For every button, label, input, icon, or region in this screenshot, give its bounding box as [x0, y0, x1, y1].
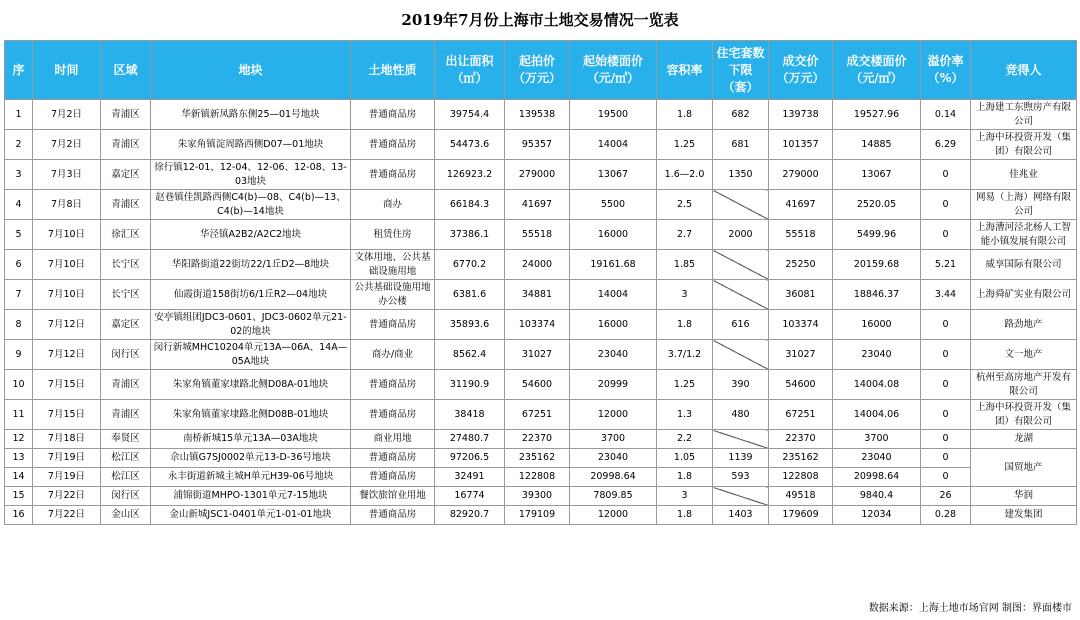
cell-usage: 普通商品房 — [351, 100, 435, 130]
cell-area: 126923.2 — [435, 160, 505, 190]
cell-housing — [713, 280, 769, 310]
cell-plot: 仙霞街道158街坊6/1丘R2—04地块 — [151, 280, 351, 310]
cell-deal-floor: 5499.96 — [833, 220, 921, 250]
cell-date: 7月2日 — [33, 100, 101, 130]
cell-seq: 12 — [5, 430, 33, 449]
cell-date: 7月22日 — [33, 506, 101, 525]
cell-area: 32491 — [435, 468, 505, 487]
header-start-floor-price — [570, 41, 657, 100]
cell-area: 35893.6 — [435, 310, 505, 340]
cell-premium: 0.28 — [921, 506, 971, 525]
cell-buyer: 上海中环投资开发（集团）有限公司 — [971, 130, 1077, 160]
cell-far: 1.05 — [657, 449, 713, 468]
cell-district: 嘉定区 — [101, 310, 151, 340]
cell-deal-floor: 9840.4 — [833, 487, 921, 506]
cell-date: 7月18日 — [33, 430, 101, 449]
cell-premium: 26 — [921, 487, 971, 506]
cell-housing — [713, 487, 769, 506]
table-row — [5, 190, 1077, 220]
cell-area: 6381.6 — [435, 280, 505, 310]
cell-deal-floor: 3700 — [833, 430, 921, 449]
cell-date: 7月3日 — [33, 160, 101, 190]
cell-start-price: 34881 — [505, 280, 570, 310]
cell-start-floor: 23040 — [570, 449, 657, 468]
table-row — [5, 160, 1077, 190]
cell-far: 3 — [657, 487, 713, 506]
cell-premium: 0 — [921, 400, 971, 430]
cell-deal-floor: 18846.37 — [833, 280, 921, 310]
table-row — [5, 220, 1077, 250]
cell-far: 2.5 — [657, 190, 713, 220]
header-housing-line1: 住宅套数 — [716, 45, 765, 60]
cell-start-floor: 5500 — [570, 190, 657, 220]
cell-buyer: 上海中环投资开发（集团）有限公司 — [971, 400, 1077, 430]
cell-buyer: 文一地产 — [971, 340, 1077, 370]
header-start-price-line2: （万元） — [512, 71, 561, 85]
cell-premium: 0 — [921, 190, 971, 220]
cell-plot: 朱家角镇董家埭路北侧D08B-01地块 — [151, 400, 351, 430]
table-body — [5, 100, 1077, 525]
header-deal-price-line1: 成交价 — [782, 54, 819, 68]
cell-deal-floor: 20998.64 — [833, 468, 921, 487]
cell-premium: 0 — [921, 430, 971, 449]
header-area — [435, 41, 505, 100]
cell-housing: 682 — [713, 100, 769, 130]
table-row — [5, 506, 1077, 525]
cell-deal-floor: 23040 — [833, 449, 921, 468]
cell-start-price: 24000 — [505, 250, 570, 280]
cell-buyer: 华润 — [971, 487, 1077, 506]
data-source-note: 数据来源：上海土地市场官网 制图：界面楼市 — [868, 603, 1072, 614]
cell-date: 7月15日 — [33, 370, 101, 400]
cell-plot: 华新镇新凤路东侧25—01号地块 — [151, 100, 351, 130]
cell-plot: 佘山镇G7SJ0002单元13-D-36号地块 — [151, 449, 351, 468]
table-row — [5, 250, 1077, 280]
cell-area: 38418 — [435, 400, 505, 430]
cell-plot: 朱家角镇董家埭路北侧D08A-01地块 — [151, 370, 351, 400]
cell-housing: 1403 — [713, 506, 769, 525]
cell-area: 37386.1 — [435, 220, 505, 250]
table-title: 2019年7月份上海市土地交易情况一览表 — [401, 11, 679, 29]
table-row — [5, 370, 1077, 400]
cell-date: 7月10日 — [33, 250, 101, 280]
cell-premium: 3.44 — [921, 280, 971, 310]
cell-usage: 商业用地 — [351, 430, 435, 449]
cell-far: 2.2 — [657, 430, 713, 449]
table-row — [5, 310, 1077, 340]
cell-buyer: 网易（上海）网络有限公司 — [971, 190, 1077, 220]
cell-seq: 7 — [5, 280, 33, 310]
cell-far: 3.7/1.2 — [657, 340, 713, 370]
cell-premium: 0 — [921, 370, 971, 400]
cell-deal-price: 25250 — [769, 250, 833, 280]
cell-housing: 616 — [713, 310, 769, 340]
cell-premium: 0 — [921, 310, 971, 340]
cell-usage: 普通商品房 — [351, 468, 435, 487]
cell-area: 39754.4 — [435, 100, 505, 130]
cell-deal-price: 279000 — [769, 160, 833, 190]
cell-deal-price: 54600 — [769, 370, 833, 400]
cell-usage: 租赁住房 — [351, 220, 435, 250]
cell-seq: 1 — [5, 100, 33, 130]
cell-seq: 14 — [5, 468, 33, 487]
table-row — [5, 400, 1077, 430]
cell-district: 松江区 — [101, 449, 151, 468]
cell-start-floor: 19161.68 — [570, 250, 657, 280]
cell-plot: 金山新城JSC1-0401单元1-01-01地块 — [151, 506, 351, 525]
cell-deal-floor: 14004.06 — [833, 400, 921, 430]
cell-far: 1.8 — [657, 468, 713, 487]
cell-deal-floor: 14004.08 — [833, 370, 921, 400]
cell-deal-floor: 14885 — [833, 130, 921, 160]
cell-usage: 普通商品房 — [351, 449, 435, 468]
cell-date: 7月19日 — [33, 468, 101, 487]
cell-far: 3 — [657, 280, 713, 310]
cell-premium: 0 — [921, 468, 971, 487]
cell-district: 闵行区 — [101, 487, 151, 506]
cell-district: 奉贤区 — [101, 430, 151, 449]
cell-buyer: 上海舜矿实业有限公司 — [971, 280, 1077, 310]
cell-deal-price: 55518 — [769, 220, 833, 250]
cell-plot: 南桥新城15单元13A—03A地块 — [151, 430, 351, 449]
cell-plot: 安亭镇组团JDC3-0601、JDC3-0602单元21-02的地块 — [151, 310, 351, 340]
cell-far: 2.7 — [657, 220, 713, 250]
cell-deal-floor: 2520.05 — [833, 190, 921, 220]
header-start-floor-line1: 起始楼面价 — [582, 54, 643, 68]
cell-deal-floor: 23040 — [833, 340, 921, 370]
cell-far: 1.25 — [657, 130, 713, 160]
table-row — [5, 280, 1077, 310]
land-transaction-table — [4, 40, 1077, 525]
cell-area: 8562.4 — [435, 340, 505, 370]
cell-deal-price: 122808 — [769, 468, 833, 487]
cell-buyer: 上海漕河泾北杨人工智能小镇发展有限公司 — [971, 220, 1077, 250]
cell-premium: 0 — [921, 449, 971, 468]
cell-premium: 0 — [921, 220, 971, 250]
cell-housing — [713, 250, 769, 280]
cell-date: 7月2日 — [33, 130, 101, 160]
cell-seq: 13 — [5, 449, 33, 468]
cell-deal-floor: 19527.96 — [833, 100, 921, 130]
cell-seq: 11 — [5, 400, 33, 430]
cell-deal-price: 179609 — [769, 506, 833, 525]
cell-usage: 普通商品房 — [351, 400, 435, 430]
cell-start-price: 235162 — [505, 449, 570, 468]
cell-date: 7月8日 — [33, 190, 101, 220]
cell-housing: 593 — [713, 468, 769, 487]
cell-start-price: 54600 — [505, 370, 570, 400]
header-deal-floor-line1: 成交楼面价 — [846, 54, 907, 68]
cell-seq: 3 — [5, 160, 33, 190]
cell-start-price: 31027 — [505, 340, 570, 370]
header-housing-line2: 下限 — [728, 62, 753, 77]
cell-deal-floor: 13067 — [833, 160, 921, 190]
cell-far: 1.6—2.0 — [657, 160, 713, 190]
cell-area: 82920.7 — [435, 506, 505, 525]
cell-housing: 1139 — [713, 449, 769, 468]
cell-seq: 5 — [5, 220, 33, 250]
cell-seq: 15 — [5, 487, 33, 506]
cell-deal-floor: 20159.68 — [833, 250, 921, 280]
cell-date: 7月12日 — [33, 340, 101, 370]
cell-seq: 2 — [5, 130, 33, 160]
cell-district: 嘉定区 — [101, 160, 151, 190]
cell-premium: 5.21 — [921, 250, 971, 280]
cell-seq: 4 — [5, 190, 33, 220]
cell-housing: 2000 — [713, 220, 769, 250]
cell-usage: 普通商品房 — [351, 370, 435, 400]
cell-start-price: 122808 — [505, 468, 570, 487]
header-housing — [713, 41, 769, 100]
header-premium-line2: （%） — [927, 71, 964, 85]
cell-area: 31190.9 — [435, 370, 505, 400]
cell-start-floor: 13067 — [570, 160, 657, 190]
cell-district: 金山区 — [101, 506, 151, 525]
header-start-price — [505, 41, 570, 100]
cell-deal-price: 22370 — [769, 430, 833, 449]
header-premium-line1: 溢价率 — [927, 54, 964, 68]
cell-start-floor: 3700 — [570, 430, 657, 449]
header-deal-price — [769, 41, 833, 100]
cell-seq: 6 — [5, 250, 33, 280]
cell-start-price: 95357 — [505, 130, 570, 160]
cell-plot: 华泾镇A2B2/A2C2地块 — [151, 220, 351, 250]
cell-plot: 浦锦街道MHPO-1301单元7-15地块 — [151, 487, 351, 506]
cell-start-floor: 14004 — [570, 280, 657, 310]
table-row — [5, 468, 1077, 487]
cell-area: 97206.5 — [435, 449, 505, 468]
cell-buyer: 上海建工东煦房产有限公司 — [971, 100, 1077, 130]
cell-buyer: 杭州至高房地产开发有限公司 — [971, 370, 1077, 400]
header-deal-floor-price — [833, 41, 921, 100]
cell-district: 闵行区 — [101, 340, 151, 370]
cell-deal-price: 139738 — [769, 100, 833, 130]
cell-deal-price: 49518 — [769, 487, 833, 506]
cell-housing — [713, 430, 769, 449]
cell-deal-price: 41697 — [769, 190, 833, 220]
cell-district: 长宁区 — [101, 280, 151, 310]
cell-buyer: 龙湖 — [971, 430, 1077, 449]
cell-housing: 681 — [713, 130, 769, 160]
cell-usage: 普通商品房 — [351, 130, 435, 160]
cell-usage: 公共基础设施用地办公楼 — [351, 280, 435, 310]
cell-district: 长宁区 — [101, 250, 151, 280]
cell-seq: 16 — [5, 506, 33, 525]
header-plot: 地块 — [151, 41, 351, 100]
cell-premium: 6.29 — [921, 130, 971, 160]
cell-district: 青浦区 — [101, 400, 151, 430]
cell-usage: 餐饮旅馆业用地 — [351, 487, 435, 506]
cell-plot: 朱家角镇淀周路西侧D07—01地块 — [151, 130, 351, 160]
cell-area: 27480.7 — [435, 430, 505, 449]
cell-far: 1.8 — [657, 100, 713, 130]
cell-start-floor: 7809.85 — [570, 487, 657, 506]
header-deal-floor-line2: （元/㎡） — [850, 71, 903, 85]
table-row — [5, 430, 1077, 449]
cell-start-price: 179109 — [505, 506, 570, 525]
cell-district: 青浦区 — [101, 130, 151, 160]
table-row — [5, 100, 1077, 130]
cell-usage: 普通商品房 — [351, 506, 435, 525]
cell-plot: 华阳路街道22街坊22/1丘D2—8地块 — [151, 250, 351, 280]
cell-deal-price: 101357 — [769, 130, 833, 160]
cell-usage: 普通商品房 — [351, 310, 435, 340]
cell-housing: 390 — [713, 370, 769, 400]
cell-buyer: 佳兆业 — [971, 160, 1077, 190]
cell-far: 1.25 — [657, 370, 713, 400]
cell-start-floor: 19500 — [570, 100, 657, 130]
cell-buyer: 路劲地产 — [971, 310, 1077, 340]
cell-district: 青浦区 — [101, 190, 151, 220]
cell-date: 7月10日 — [33, 280, 101, 310]
cell-premium: 0 — [921, 160, 971, 190]
cell-district: 徐汇区 — [101, 220, 151, 250]
cell-buyer: 建发集团 — [971, 506, 1077, 525]
cell-deal-price: 31027 — [769, 340, 833, 370]
header-area-line2: （㎡） — [451, 71, 488, 85]
cell-plot: 永丰街道新城主城H单元H39-06号地块 — [151, 468, 351, 487]
cell-start-floor: 23040 — [570, 340, 657, 370]
cell-housing: 480 — [713, 400, 769, 430]
cell-start-price: 41697 — [505, 190, 570, 220]
header-seq: 序 — [5, 41, 33, 100]
cell-far: 1.85 — [657, 250, 713, 280]
cell-district: 青浦区 — [101, 370, 151, 400]
table-row — [5, 130, 1077, 160]
cell-start-price: 55518 — [505, 220, 570, 250]
cell-deal-price: 103374 — [769, 310, 833, 340]
cell-start-floor: 20998.64 — [570, 468, 657, 487]
cell-premium: 0.14 — [921, 100, 971, 130]
cell-far: 1.8 — [657, 506, 713, 525]
header-start-floor-line2: （元/㎡） — [586, 71, 640, 85]
cell-seq: 10 — [5, 370, 33, 400]
header-deal-price-line2: （万元） — [776, 71, 825, 85]
cell-start-price: 67251 — [505, 400, 570, 430]
cell-area: 16774 — [435, 487, 505, 506]
cell-district: 青浦区 — [101, 100, 151, 130]
header-area-line1: 出让面积 — [445, 54, 494, 68]
cell-start-floor: 20999 — [570, 370, 657, 400]
cell-seq: 8 — [5, 310, 33, 340]
header-far: 容积率 — [657, 41, 713, 100]
header-row — [5, 41, 1077, 100]
cell-start-floor: 12000 — [570, 400, 657, 430]
cell-buyer: 威享国际有限公司 — [971, 250, 1077, 280]
cell-buyer: 国贸地产 — [971, 449, 1077, 487]
cell-premium: 0 — [921, 340, 971, 370]
cell-seq: 9 — [5, 340, 33, 370]
cell-plot: 闵行新城MHC10204单元13A—06A、14A—05A地块 — [151, 340, 351, 370]
cell-area: 66184.3 — [435, 190, 505, 220]
header-housing-line3: （套） — [722, 79, 759, 94]
cell-deal-price: 67251 — [769, 400, 833, 430]
cell-housing — [713, 340, 769, 370]
cell-area: 6770.2 — [435, 250, 505, 280]
cell-far: 1.3 — [657, 400, 713, 430]
cell-date: 7月12日 — [33, 310, 101, 340]
table-row — [5, 340, 1077, 370]
cell-deal-floor: 16000 — [833, 310, 921, 340]
cell-start-price: 139538 — [505, 100, 570, 130]
cell-deal-price: 235162 — [769, 449, 833, 468]
cell-start-price: 22370 — [505, 430, 570, 449]
cell-usage: 商办/商业 — [351, 340, 435, 370]
header-start-price-line1: 起拍价 — [518, 54, 555, 68]
cell-district: 松江区 — [101, 468, 151, 487]
cell-usage: 普通商品房 — [351, 160, 435, 190]
cell-usage: 文体用地、公共基础设施用地 — [351, 250, 435, 280]
cell-date: 7月10日 — [33, 220, 101, 250]
cell-plot: 赵巷镇佳凯路西侧C4(b)—08、C4(b)—13、C4(b)—14地块 — [151, 190, 351, 220]
cell-housing: 1350 — [713, 160, 769, 190]
header-premium — [921, 41, 971, 100]
cell-housing — [713, 190, 769, 220]
header-buyer: 竞得人 — [971, 41, 1077, 100]
cell-start-floor: 14004 — [570, 130, 657, 160]
header-date: 时间 — [33, 41, 101, 100]
cell-start-floor: 12000 — [570, 506, 657, 525]
cell-date: 7月15日 — [33, 400, 101, 430]
header-usage: 土地性质 — [351, 41, 435, 100]
table-row — [5, 487, 1077, 506]
cell-start-floor: 16000 — [570, 220, 657, 250]
cell-deal-price: 36081 — [769, 280, 833, 310]
cell-date: 7月19日 — [33, 449, 101, 468]
table-row — [5, 449, 1077, 468]
cell-start-price: 103374 — [505, 310, 570, 340]
cell-start-floor: 16000 — [570, 310, 657, 340]
cell-deal-floor: 12034 — [833, 506, 921, 525]
cell-usage: 商办 — [351, 190, 435, 220]
cell-start-price: 279000 — [505, 160, 570, 190]
cell-area: 54473.6 — [435, 130, 505, 160]
cell-plot: 徐行镇12-01、12-04、12-06、12-08、13-03地块 — [151, 160, 351, 190]
cell-far: 1.8 — [657, 310, 713, 340]
cell-start-price: 39300 — [505, 487, 570, 506]
header-district: 区域 — [101, 41, 151, 100]
cell-date: 7月22日 — [33, 487, 101, 506]
